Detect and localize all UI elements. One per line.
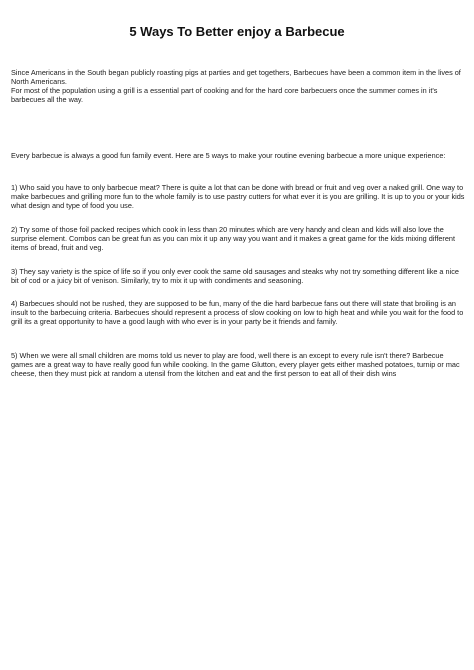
paragraph-tip-1: 1) Who said you have to only barbecue meat? There is quite a lot that can be done with bread or fruit and veg over a naked grill. One way to make barbecues and grilling more fun to the whole family is to use pastry cutters for what ever it is you are grilling. It is up to you or your kids what design and type of food you use. <box>11 183 465 210</box>
paragraph-tip-3: 3) They say variety is the spice of life so if you only ever cook the same old sausages and steaks why not try something different like a nice bit of cod or a juicy bit of venison. Similarly, try to mix it up with condiments and seasoning. <box>11 267 459 285</box>
paragraph-tip-4: 4) Barbecues should not be rushed, they are supposed to be fun, many of the die hard barbecue fans out there will state that broiling is an insult to the barbecuing criteria. Barbecues should represent a process of slow cooking on low to high heat and while you wait for the food to grill its a great opportunity to have a good laugh with who ever is in your party be it friends and family. <box>11 299 464 326</box>
paragraph-tip-2: 2) Try some of those foil packed recipes which cook in less than 20 minutes which are very handy and clean and kids will also love the surprise element. Combos can be great fun as you can mix it up any way you want and it makes a great game for the kids mixing different items of bread, fruit and veg. <box>11 225 455 252</box>
paragraph-overview: Every barbecue is always a good fun family event. Here are 5 ways to make your routine evening barbecue a more unique experience: <box>11 151 446 160</box>
paragraph-tip-5: 5) When we were all small children are moms told us never to play are food, well there is an except to every rule isn't there? Barbecue games are a great way to have really good fun while cooking. In the game Glutton, every player gets either mashed potatoes, turnip or mac cheese, then they must pick at random a utensil from the kitchen and eat and the first person to eat all of their dish wins <box>11 351 460 378</box>
paragraph-intro: Since Americans in the South began publicly roasting pigs at parties and get togethers, Barbecues have been a common item in the lives of North Americans. For most of the population using a grill is a essential part of cooking and for the hard core barbecuers once the summer comes in it's barbecues all the way. <box>11 68 461 104</box>
document-title: 5 Ways To Better enjoy a Barbecue <box>129 24 345 39</box>
